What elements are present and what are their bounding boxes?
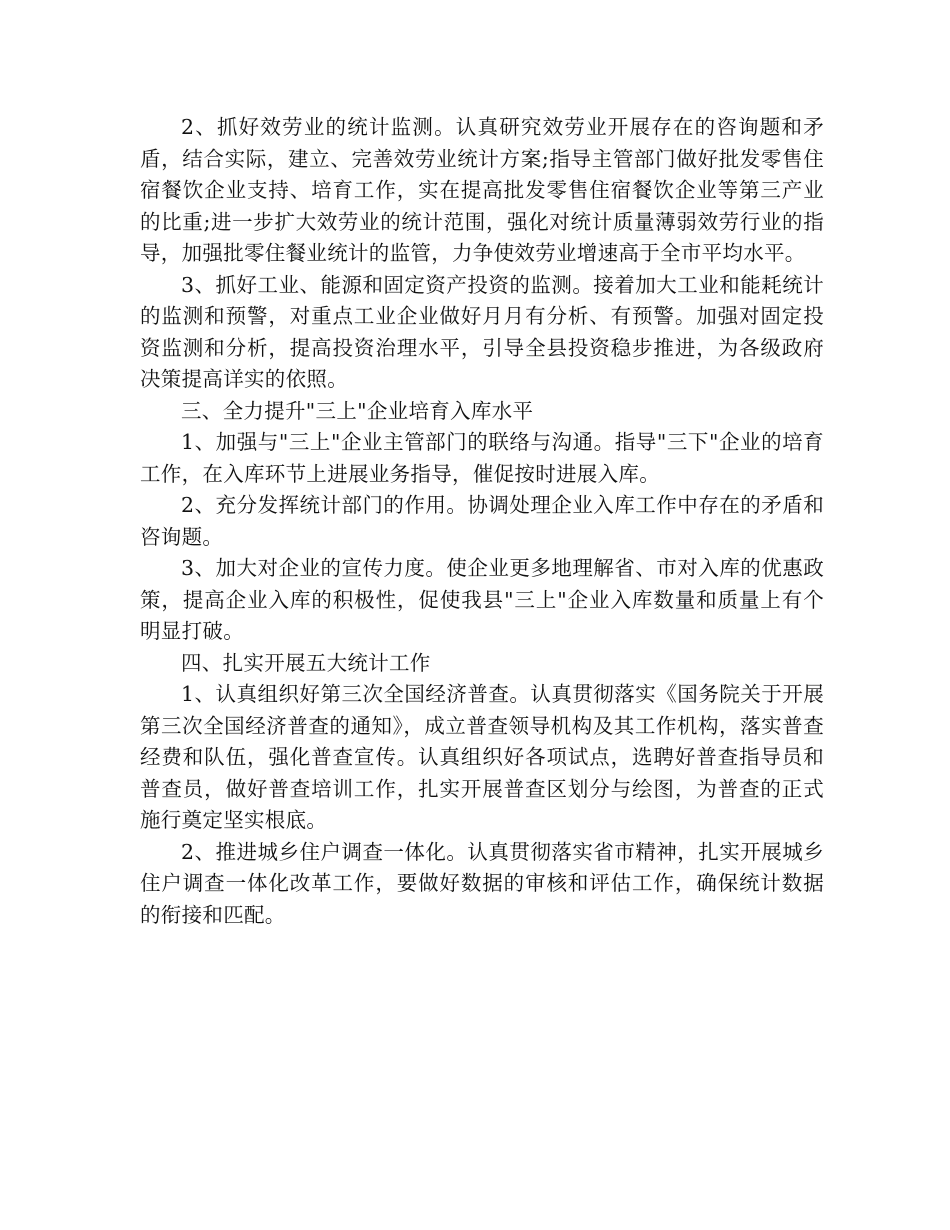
paragraph-enterprise-publicity: 3、加大对企业的宣传力度。使企业更多地理解省、市对入库的优惠政策，提高企业入库的积极性，促使我县"三上"企业入库数量和质量上有个明显打破。: [140, 556, 824, 643]
document-body: [140, 112, 824, 931]
section-heading-three: 三、全力提升"三上"企业培育入库水平: [181, 398, 534, 423]
paragraph-service-industry-monitoring: 2、抓好效劳业的统计监测。认真研究效劳业开展存在的咨询题和矛盾，结合实际，建立、完善效劳业统计方案;指导主管部门做好批发零售住宿餐饮企业支持、培育工作，实在提高批发零售住宿餐饮企业等第三产业的比重;进一步扩大效劳业的统计范围，强化对统计质量薄弱效劳行业的指导，加强批零住餐业统计的监管，力争使效劳业增速高于全市平均水平。: [140, 115, 824, 265]
paragraph-economic-census: 1、认真组织好第三次全国经济普查。认真贯彻落实《国务院关于开展第三次全国经济普查的通知》，成立普查领导机构及其工作机构，落实普查经费和队伍，强化普查宣传。认真组织好各项试点，选聘好普查指导员和普查员，做好普查培训工作，扎实开展普查区划分与绘图，为普查的正式施行奠定坚实根底。: [140, 682, 824, 832]
section-heading-four: 四、扎实开展五大统计工作: [181, 650, 431, 675]
paragraph-household-survey-integration: 2、推进城乡住户调查一体化。认真贯彻落实省市精神，扎实开展城乡住户调查一体化改革工作，要做好数据的审核和评估工作，确保统计数据的衔接和匹配。: [140, 839, 824, 927]
paragraph-department-liaison: 1、加强与"三上"企业主管部门的联络与沟通。指导"三下"企业的培育工作，在入库环节上进展业务指导，催促按时进展入库。: [140, 430, 824, 486]
paragraph-industry-energy-investment-monitoring: 3、抓好工业、能源和固定资产投资的监测。接着加大工业和能耗统计的监测和预警，对重点工业企业做好月月有分析、有预警。加强对固定投资监测和分析，提高投资治理水平，引导全县投资稳步推进，为各级政府决策提高详实的依照。: [140, 272, 824, 391]
paragraph-statistics-department-role: 2、充分发挥统计部门的作用。协调处理企业入库工作中存在的矛盾和咨询题。: [140, 493, 824, 549]
